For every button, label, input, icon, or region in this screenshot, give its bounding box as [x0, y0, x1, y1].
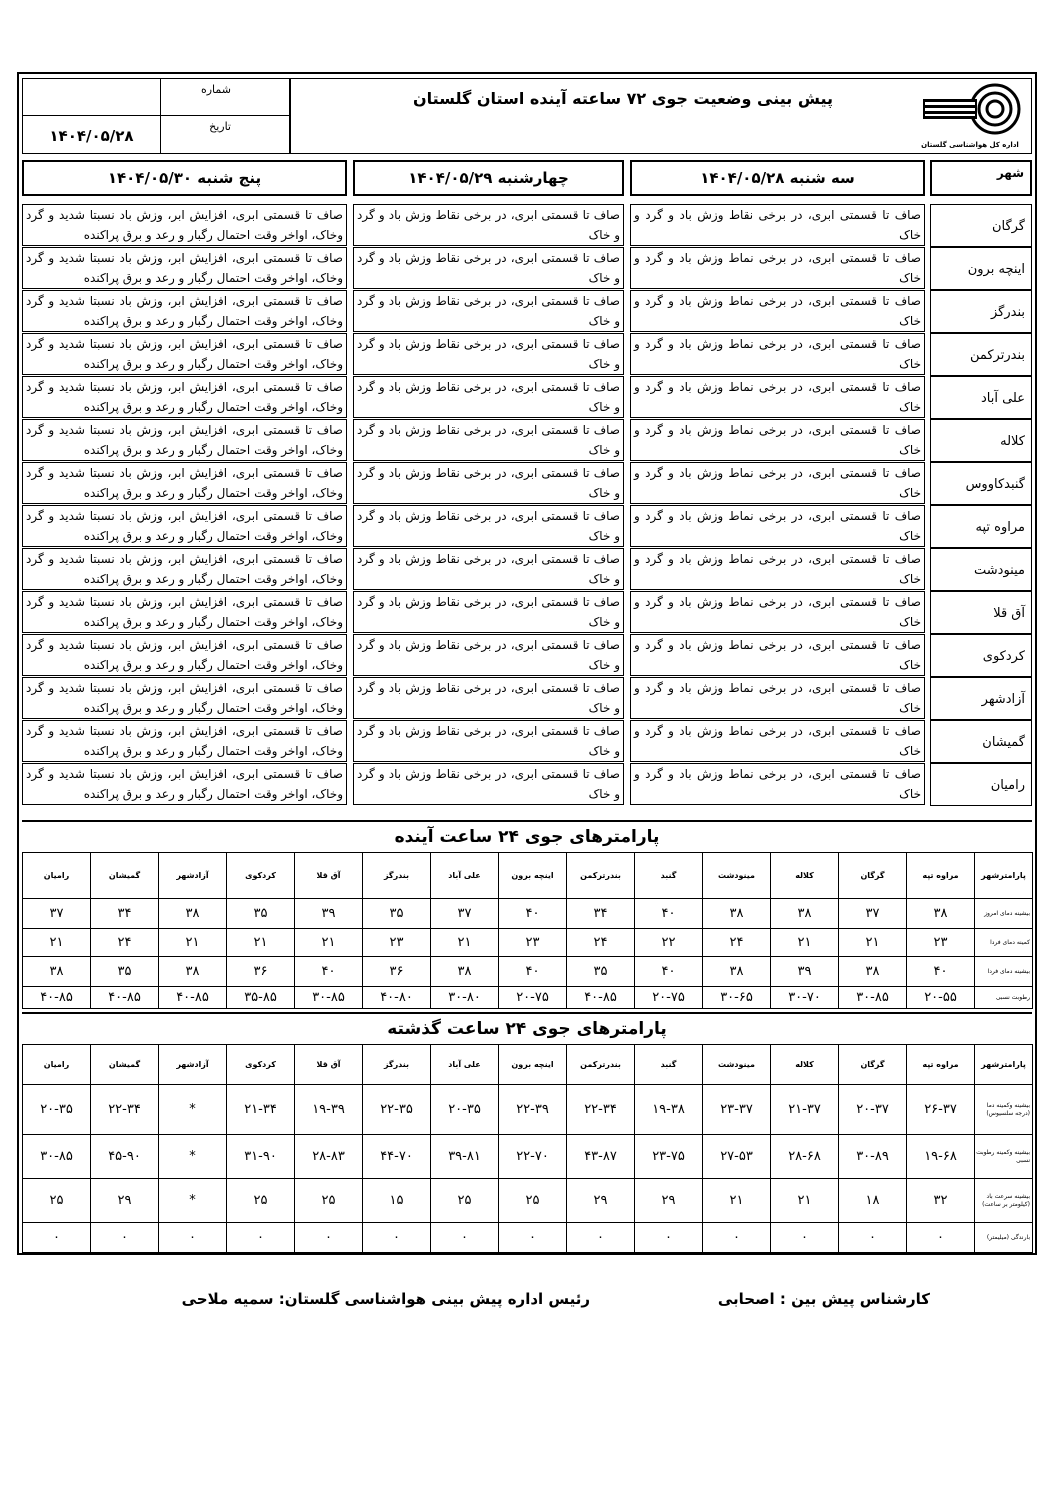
param-value-cell: ۲۳ [499, 929, 567, 957]
param-value-cell: ۴۰-۸۵ [23, 987, 91, 1009]
forecast-day3-cell: صاف تا قسمتی ابری، افزایش ابر، وزش باد نسبتا شدید و گرد وخاک، اواخر وقت احتمال رگبار و رعد و برق پراکنده [22, 505, 347, 547]
param-value-cell: ۲۱-۳۷ [771, 1085, 839, 1135]
forecast-day1-cell: صاف تا قسمتی ابری، در برخی نماط وزش باد و گرد و خاک [630, 376, 925, 418]
param-row-label: بیشینه دمای فردا [975, 957, 1033, 987]
param-value-cell: ۴۰ [907, 957, 975, 987]
param-value-cell: ۲۱ [227, 929, 295, 957]
param-value-cell: ۲۰-۵۵ [907, 987, 975, 1009]
param-value-cell: ۲۱ [771, 1179, 839, 1223]
param-value-cell: ۳۸ [159, 957, 227, 987]
param-value-cell: ۰ [839, 1223, 907, 1253]
param-value-cell: * [159, 1179, 227, 1223]
forecast-row [22, 462, 1032, 505]
forecast-day1-cell: صاف تا قسمتی ابری، در برخی نماط وزش باد و گرد و خاک [630, 290, 925, 332]
param-value-cell: ۳۵ [91, 957, 159, 987]
city-name: علی آباد [930, 376, 1032, 419]
param-value-cell: ۲۱ [295, 929, 363, 957]
param-value-cell: ۲۰-۷۵ [635, 987, 703, 1009]
param-value-cell: ۴۰ [635, 899, 703, 929]
param-value-cell: ۳۲ [907, 1179, 975, 1223]
forecast-day1-cell: صاف تا قسمتی ابری، در برخی نماط وزش باد و گرد و خاک [630, 333, 925, 375]
city-name: گمیشان [930, 720, 1032, 763]
param-city-header: علی آباد [431, 853, 499, 899]
forecast-day2-cell: صاف تا قسمتی ابری، در برخی نقاط وزش باد و گرد و خاک [353, 419, 624, 461]
number-value [23, 79, 161, 116]
param-value-cell: ۳۰-۸۵ [839, 987, 907, 1009]
param-value-cell: ۲۴ [703, 929, 771, 957]
param-city-header: بندرترکمن [567, 853, 635, 899]
forecast-row [22, 376, 1032, 419]
param-value-cell: ۰ [227, 1223, 295, 1253]
param-value-cell: ۳۵ [567, 957, 635, 987]
param-value-cell: ۲۰-۷۵ [499, 987, 567, 1009]
param-city-header: اینچه برون [499, 1045, 567, 1085]
param-value-cell: ۲۹ [91, 1179, 159, 1223]
date-value: ۱۴۰۴/۰۵/۲۸ [23, 116, 161, 153]
forecast-day1-cell: صاف تا قسمتی ابری، در برخی نماط وزش باد و گرد و خاک [630, 247, 925, 289]
param-value-cell: ۰ [567, 1223, 635, 1253]
param-value-cell: ۳۸ [431, 957, 499, 987]
param-value-cell: ۰ [635, 1223, 703, 1253]
param-value-cell: ۴۴-۷۰ [363, 1135, 431, 1179]
param-city-header: رامیان [23, 1045, 91, 1085]
document-header [22, 78, 1032, 154]
param-value-cell: ۲۳-۳۷ [703, 1085, 771, 1135]
forecast-day1-cell: صاف تا قسمتی ابری، در برخی نماط وزش باد و گرد و خاک [630, 419, 925, 461]
next24-params-table [22, 852, 1033, 1009]
number-row [23, 79, 291, 116]
param-value-cell: * [159, 1135, 227, 1179]
param-value-cell: ۳۶ [227, 957, 295, 987]
forecast-day2-cell: صاف تا قسمتی ابری، در برخی نقاط وزش باد و گرد و خاک [353, 505, 624, 547]
forecast-row [22, 634, 1032, 677]
param-value-cell: ۲۹ [635, 1179, 703, 1223]
param-value-cell: ۰ [907, 1223, 975, 1253]
day-header-1: سه شنبه ۱۴۰۴/۰۵/۲۸ [630, 160, 925, 196]
param-city-header: کردکوی [227, 853, 295, 899]
forecast-row [22, 677, 1032, 720]
param-value-cell: ۲۸-۶۸ [771, 1135, 839, 1179]
param-value-cell: ۲۵ [431, 1179, 499, 1223]
param-value-cell: ۴۰ [499, 957, 567, 987]
city-name: مینودشت [930, 548, 1032, 591]
param-value-cell: ۲۱ [771, 929, 839, 957]
param-value-cell: ۲۲-۳۴ [567, 1085, 635, 1135]
param-value-cell: ۰ [91, 1223, 159, 1253]
param-value-cell: ۳۵ [227, 899, 295, 929]
param-city-header: کلاله [771, 853, 839, 899]
forecast-day2-cell: صاف تا قسمتی ابری، در برخی نقاط وزش باد و گرد و خاک [353, 376, 624, 418]
logo [915, 81, 1025, 151]
param-value-cell: ۴۰-۸۵ [567, 987, 635, 1009]
forecast-day1-cell: صاف تا قسمتی ابری، در برخی نماط وزش باد و گرد و خاک [630, 505, 925, 547]
city-column-header: شهر [930, 160, 1032, 196]
day-header-3: پنج شنبه ۱۴۰۴/۰۵/۳۰ [22, 160, 347, 196]
param-row-label: کمینه دمای فردا [975, 929, 1033, 957]
param-corner-header: پارامترشهر [975, 1045, 1033, 1085]
param-value-cell: ۲۲-۳۵ [363, 1085, 431, 1135]
param-value-cell: ۳۸ [703, 957, 771, 987]
param-city-header: کلاله [771, 1045, 839, 1085]
param-value-cell: ۲۳ [907, 929, 975, 957]
param-value-cell: ۰ [431, 1223, 499, 1253]
city-name: گنبدکاووس [930, 462, 1032, 505]
param-row [23, 929, 1033, 957]
param-value-cell: ۳۴ [91, 899, 159, 929]
param-value-cell: ۰ [703, 1223, 771, 1253]
param-value-cell: ۲۱ [159, 929, 227, 957]
param-value-cell: ۱۵ [363, 1179, 431, 1223]
param-value-cell: * [159, 1085, 227, 1135]
param-row-label: رطوبت نسبی [975, 987, 1033, 1009]
param-value-cell: ۲۳ [363, 929, 431, 957]
forecast-row [22, 290, 1032, 333]
forecast-day3-cell: صاف تا قسمتی ابری، افزایش ابر، وزش باد نسبتا شدید و گرد وخاک، اواخر وقت احتمال رگبار و رعد و برق پراکنده [22, 376, 347, 418]
forecast-day3-cell: صاف تا قسمتی ابری، افزایش ابر، وزش باد نسبتا شدید و گرد وخاک، اواخر وقت احتمال رگبار و رعد و برق پراکنده [22, 720, 347, 762]
param-value-cell: ۳۰-۶۵ [703, 987, 771, 1009]
param-value-cell: ۰ [295, 1223, 363, 1253]
param-city-header: مینودشت [703, 1045, 771, 1085]
forecast-day2-cell: صاف تا قسمتی ابری، در برخی نقاط وزش باد و گرد و خاک [353, 720, 624, 762]
forecast-row [22, 548, 1032, 591]
param-value-cell: ۳۸ [907, 899, 975, 929]
forecaster-signature: کارشناس پیش بین : اصحابی [717, 1290, 930, 1308]
param-value-cell: ۲۴ [567, 929, 635, 957]
param-value-cell: ۲۷-۵۳ [703, 1135, 771, 1179]
param-value-cell: ۲۱ [703, 1179, 771, 1223]
param-value-cell: ۳۷ [23, 899, 91, 929]
forecast-row [22, 763, 1032, 806]
param-row-label: بارندگی (میلیمتر) [975, 1223, 1033, 1253]
forecast-day2-cell: صاف تا قسمتی ابری، در برخی نقاط وزش باد و گرد و خاک [353, 591, 624, 633]
param-city-header: مراوه تپه [907, 1045, 975, 1085]
param-value-cell: ۳۰-۸۵ [295, 987, 363, 1009]
city-name: گرگان [930, 204, 1032, 247]
param-value-cell: ۳۸ [159, 899, 227, 929]
param-value-cell: ۳۸ [703, 899, 771, 929]
param-value-cell: ۲۵ [23, 1179, 91, 1223]
param-value-cell: ۲۰-۳۵ [23, 1085, 91, 1135]
forecast-day3-cell: صاف تا قسمتی ابری، افزایش ابر، وزش باد نسبتا شدید و گرد وخاک، اواخر وقت احتمال رگبار و رعد و برق پراکنده [22, 204, 347, 246]
logo-caption: اداره کل هواشناسی گلستان [921, 141, 1019, 149]
city-name: رامیان [930, 763, 1032, 806]
param-value-cell: ۲۵ [499, 1179, 567, 1223]
past24-params-table [22, 1044, 1033, 1253]
forecast-day1-cell: صاف تا قسمتی ابری، در برخی نماط وزش باد و گرد و خاک [630, 548, 925, 590]
param-value-cell: ۲۸-۸۳ [295, 1135, 363, 1179]
param-value-cell: ۲۲-۷۰ [499, 1135, 567, 1179]
param-row [23, 1179, 1033, 1223]
param-row-label: بیشینه وکمینه رطوبت نسبی [975, 1135, 1033, 1179]
param-value-cell: ۲۵ [295, 1179, 363, 1223]
param-city-header: گمیشان [91, 1045, 159, 1085]
param-value-cell: ۱۹-۶۸ [907, 1135, 975, 1179]
date-row [23, 116, 291, 153]
param-value-cell: ۳۸ [771, 899, 839, 929]
param-value-cell: ۲۹ [567, 1179, 635, 1223]
param-value-cell: ۳۴ [567, 899, 635, 929]
reference-box [23, 79, 291, 153]
param-value-cell: ۴۵-۹۰ [91, 1135, 159, 1179]
forecast-day3-cell: صاف تا قسمتی ابری، افزایش ابر، وزش باد نسبتا شدید و گرد وخاک، اواخر وقت احتمال رگبار و رعد و برق پراکنده [22, 247, 347, 289]
meteorology-logo-icon [915, 81, 1025, 139]
param-value-cell: ۱۹-۳۹ [295, 1085, 363, 1135]
param-city-header: گنبد [635, 1045, 703, 1085]
number-label: شماره [200, 83, 231, 96]
param-value-cell: ۳۱-۹۰ [227, 1135, 295, 1179]
param-city-header: گمیشان [91, 853, 159, 899]
param-value-cell: ۴۰ [499, 899, 567, 929]
param-city-header: بندرترکمن [567, 1045, 635, 1085]
param-value-cell: ۲۳-۷۵ [635, 1135, 703, 1179]
forecast-row [22, 333, 1032, 376]
param-value-cell: ۳۰-۸۵ [23, 1135, 91, 1179]
forecast-day2-cell: صاف تا قسمتی ابری، در برخی نقاط وزش باد و گرد و خاک [353, 763, 624, 805]
forecast-day1-cell: صاف تا قسمتی ابری، در برخی نماط وزش باد و گرد و خاک [630, 763, 925, 805]
param-value-cell: ۲۰-۳۷ [839, 1085, 907, 1135]
param-value-cell: ۰ [159, 1223, 227, 1253]
forecast-day3-cell: صاف تا قسمتی ابری، افزایش ابر، وزش باد نسبتا شدید و گرد وخاک، اواخر وقت احتمال رگبار و رعد و برق پراکنده [22, 763, 347, 805]
forecast-row [22, 247, 1032, 290]
forecast-row [22, 720, 1032, 763]
param-value-cell: ۲۲ [635, 929, 703, 957]
param-value-cell: ۳۹ [771, 957, 839, 987]
param-value-cell: ۰ [771, 1223, 839, 1253]
day-header-2: چهارشنبه ۱۴۰۴/۰۵/۲۹ [353, 160, 624, 196]
param-city-header: آزادشهر [159, 1045, 227, 1085]
param-city-header: بندرگز [363, 1045, 431, 1085]
forecast-day2-cell: صاف تا قسمتی ابری، در برخی نقاط وزش باد و گرد و خاک [353, 333, 624, 375]
head-signature: رئیس اداره پیش بینی هواشناسی گلستان: سمیه ملاحی [181, 1290, 590, 1308]
forecast-day3-cell: صاف تا قسمتی ابری، افزایش ابر، وزش باد نسبتا شدید و گرد وخاک، اواخر وقت احتمال رگبار و رعد و برق پراکنده [22, 290, 347, 332]
param-city-header: علی آباد [431, 1045, 499, 1085]
city-name: آزادشهر [930, 677, 1032, 720]
city-name: بندرترکمن [930, 333, 1032, 376]
city-name: کلاله [930, 419, 1032, 462]
param-row [23, 957, 1033, 987]
param-value-cell: ۲۱ [431, 929, 499, 957]
param-value-cell: ۳۸ [839, 957, 907, 987]
param-corner-header: پارامترشهر [975, 853, 1033, 899]
param-value-cell: ۲۲-۳۹ [499, 1085, 567, 1135]
param-value-cell: ۴۰ [635, 957, 703, 987]
param-value-cell: ۴۰ [295, 957, 363, 987]
param-value-cell: ۳۹-۸۱ [431, 1135, 499, 1179]
param-value-cell: ۰ [23, 1223, 91, 1253]
city-name: کردکوی [930, 634, 1032, 677]
param-value-cell: ۴۳-۸۷ [567, 1135, 635, 1179]
param-value-cell: ۳۷ [431, 899, 499, 929]
param-row [23, 1085, 1033, 1135]
city-name: اینچه برون [930, 247, 1032, 290]
city-name: مراوه تپه [930, 505, 1032, 548]
param-city-header: بندرگز [363, 853, 431, 899]
date-label: تاریخ [209, 120, 231, 133]
forecast-day2-cell: صاف تا قسمتی ابری، در برخی نقاط وزش باد و گرد و خاک [353, 548, 624, 590]
param-value-cell: ۲۱ [839, 929, 907, 957]
city-name: آق قلا [930, 591, 1032, 634]
param-value-cell: ۱۸ [839, 1179, 907, 1223]
past24-title: پارامترهای جوی ۲۴ ساعت گذشته [22, 1012, 1032, 1042]
param-value-cell: ۲۶-۳۷ [907, 1085, 975, 1135]
forecast-day1-cell: صاف تا قسمتی ابری، در برخی نماط وزش باد و گرد و خاک [630, 720, 925, 762]
param-value-cell: ۳۸ [23, 957, 91, 987]
param-value-cell: ۰ [499, 1223, 567, 1253]
param-value-cell: ۳۰-۸۰ [431, 987, 499, 1009]
param-value-cell: ۳۵ [363, 899, 431, 929]
forecast-day3-cell: صاف تا قسمتی ابری، افزایش ابر، وزش باد نسبتا شدید و گرد وخاک، اواخر وقت احتمال رگبار و رعد و برق پراکنده [22, 333, 347, 375]
city-name: بندرگز [930, 290, 1032, 333]
param-value-cell: ۱۹-۳۸ [635, 1085, 703, 1135]
forecast-day3-cell: صاف تا قسمتی ابری، افزایش ابر، وزش باد نسبتا شدید و گرد وخاک، اواخر وقت احتمال رگبار و رعد و برق پراکنده [22, 462, 347, 504]
param-city-header: مینودشت [703, 853, 771, 899]
param-value-cell: ۳۷ [839, 899, 907, 929]
param-city-header: گنبد [635, 853, 703, 899]
next24-title: پارامترهای جوی ۲۴ ساعت آینده [22, 820, 1032, 850]
forecast-day1-cell: صاف تا قسمتی ابری، در برخی نماط وزش باد و گرد و خاک [630, 462, 925, 504]
forecast-row [22, 591, 1032, 634]
param-value-cell: ۲۰-۳۵ [431, 1085, 499, 1135]
param-city-header: رامیان [23, 853, 91, 899]
param-row-label: بیشینه دمای امروز [975, 899, 1033, 929]
param-value-cell: ۲۵ [227, 1179, 295, 1223]
param-value-cell: ۴۰-۸۵ [91, 987, 159, 1009]
param-value-cell: ۳۰-۷۰ [771, 987, 839, 1009]
param-city-header: گرگان [839, 853, 907, 899]
param-value-cell: ۴۰-۸۵ [159, 987, 227, 1009]
param-city-header: گرگان [839, 1045, 907, 1085]
param-row-label: بیشینه وکمینه دما (درجه سلسیوس) [975, 1085, 1033, 1135]
param-value-cell: ۳۰-۸۹ [839, 1135, 907, 1179]
param-row-label: بیشینه سرعت باد (کیلومتر بر ساعت) [975, 1179, 1033, 1223]
param-city-header: آزادشهر [159, 853, 227, 899]
param-value-cell: ۰ [363, 1223, 431, 1253]
forecast-day1-cell: صاف تا قسمتی ابری، در برخی نقاط وزش باد و گرد و خاک [630, 204, 925, 246]
param-city-header: آق قلا [295, 853, 363, 899]
forecast-day3-cell: صاف تا قسمتی ابری، افزایش ابر، وزش باد نسبتا شدید و گرد وخاک، اواخر وقت احتمال رگبار و رعد و برق پراکنده [22, 677, 347, 719]
param-row [23, 899, 1033, 929]
param-value-cell: ۲۲-۳۴ [91, 1085, 159, 1135]
forecast-day2-cell: صاف تا قسمتی ابری، در برخی نقاط وزش باد و گرد و خاک [353, 634, 624, 676]
param-row [23, 1135, 1033, 1179]
forecast-day2-cell: صاف تا قسمتی ابری، در برخی نقاط وزش باد و گرد و خاک [353, 204, 624, 246]
page-title: پیش بینی وضعیت جوی ۷۲ ساعته آینده استان گلستان [413, 89, 833, 108]
param-value-cell: ۳۹ [295, 899, 363, 929]
forecast-day3-cell: صاف تا قسمتی ابری، افزایش ابر، وزش باد نسبتا شدید و گرد وخاک، اواخر وقت احتمال رگبار و رعد و برق پراکنده [22, 634, 347, 676]
param-row [23, 987, 1033, 1009]
param-city-header: کردکوی [227, 1045, 295, 1085]
param-value-cell: ۲۱-۳۴ [227, 1085, 295, 1135]
forecast-day3-cell: صاف تا قسمتی ابری، افزایش ابر، وزش باد نسبتا شدید و گرد وخاک، اواخر وقت احتمال رگبار و رعد و برق پراکنده [22, 419, 347, 461]
forecast-day3-cell: صاف تا قسمتی ابری، افزایش ابر، وزش باد نسبتا شدید و گرد وخاک، اواخر وقت احتمال رگبار و رعد و برق پراکنده [22, 591, 347, 633]
forecast-day3-cell: صاف تا قسمتی ابری، افزایش ابر، وزش باد نسبتا شدید و گرد وخاک، اواخر وقت احتمال رگبار و رعد و برق پراکنده [22, 548, 347, 590]
forecast-day1-cell: صاف تا قسمتی ابری، در برخی نماط وزش باد و گرد و خاک [630, 677, 925, 719]
forecast-row [22, 204, 1032, 247]
param-city-header: اینچه برون [499, 853, 567, 899]
forecast-day1-cell: صاف تا قسمتی ابری، در برخی نماط وزش باد و گرد و خاک [630, 591, 925, 633]
param-value-cell: ۳۶ [363, 957, 431, 987]
forecast-day1-cell: صاف تا قسمتی ابری، در برخی نماط وزش باد و گرد و خاک [630, 634, 925, 676]
param-value-cell: ۳۵-۸۵ [227, 987, 295, 1009]
param-city-header: مراوه تپه [907, 853, 975, 899]
forecast-day2-cell: صاف تا قسمتی ابری، در برخی نقاط وزش باد و گرد و خاک [353, 290, 624, 332]
param-value-cell: ۲۱ [23, 929, 91, 957]
forecast-day2-cell: صاف تا قسمتی ابری، در برخی نقاط وزش باد و گرد و خاک [353, 462, 624, 504]
param-row [23, 1223, 1033, 1253]
forecast-row [22, 419, 1032, 462]
param-value-cell: ۴۰-۸۰ [363, 987, 431, 1009]
param-city-header: آق قلا [295, 1045, 363, 1085]
forecast-day2-cell: صاف تا قسمتی ابری، در برخی نقاط وزش باد و گرد و خاک [353, 247, 624, 289]
forecast-row [22, 505, 1032, 548]
param-value-cell: ۲۴ [91, 929, 159, 957]
forecast-day2-cell: صاف تا قسمتی ابری، در برخی نقاط وزش باد و گرد و خاک [353, 677, 624, 719]
